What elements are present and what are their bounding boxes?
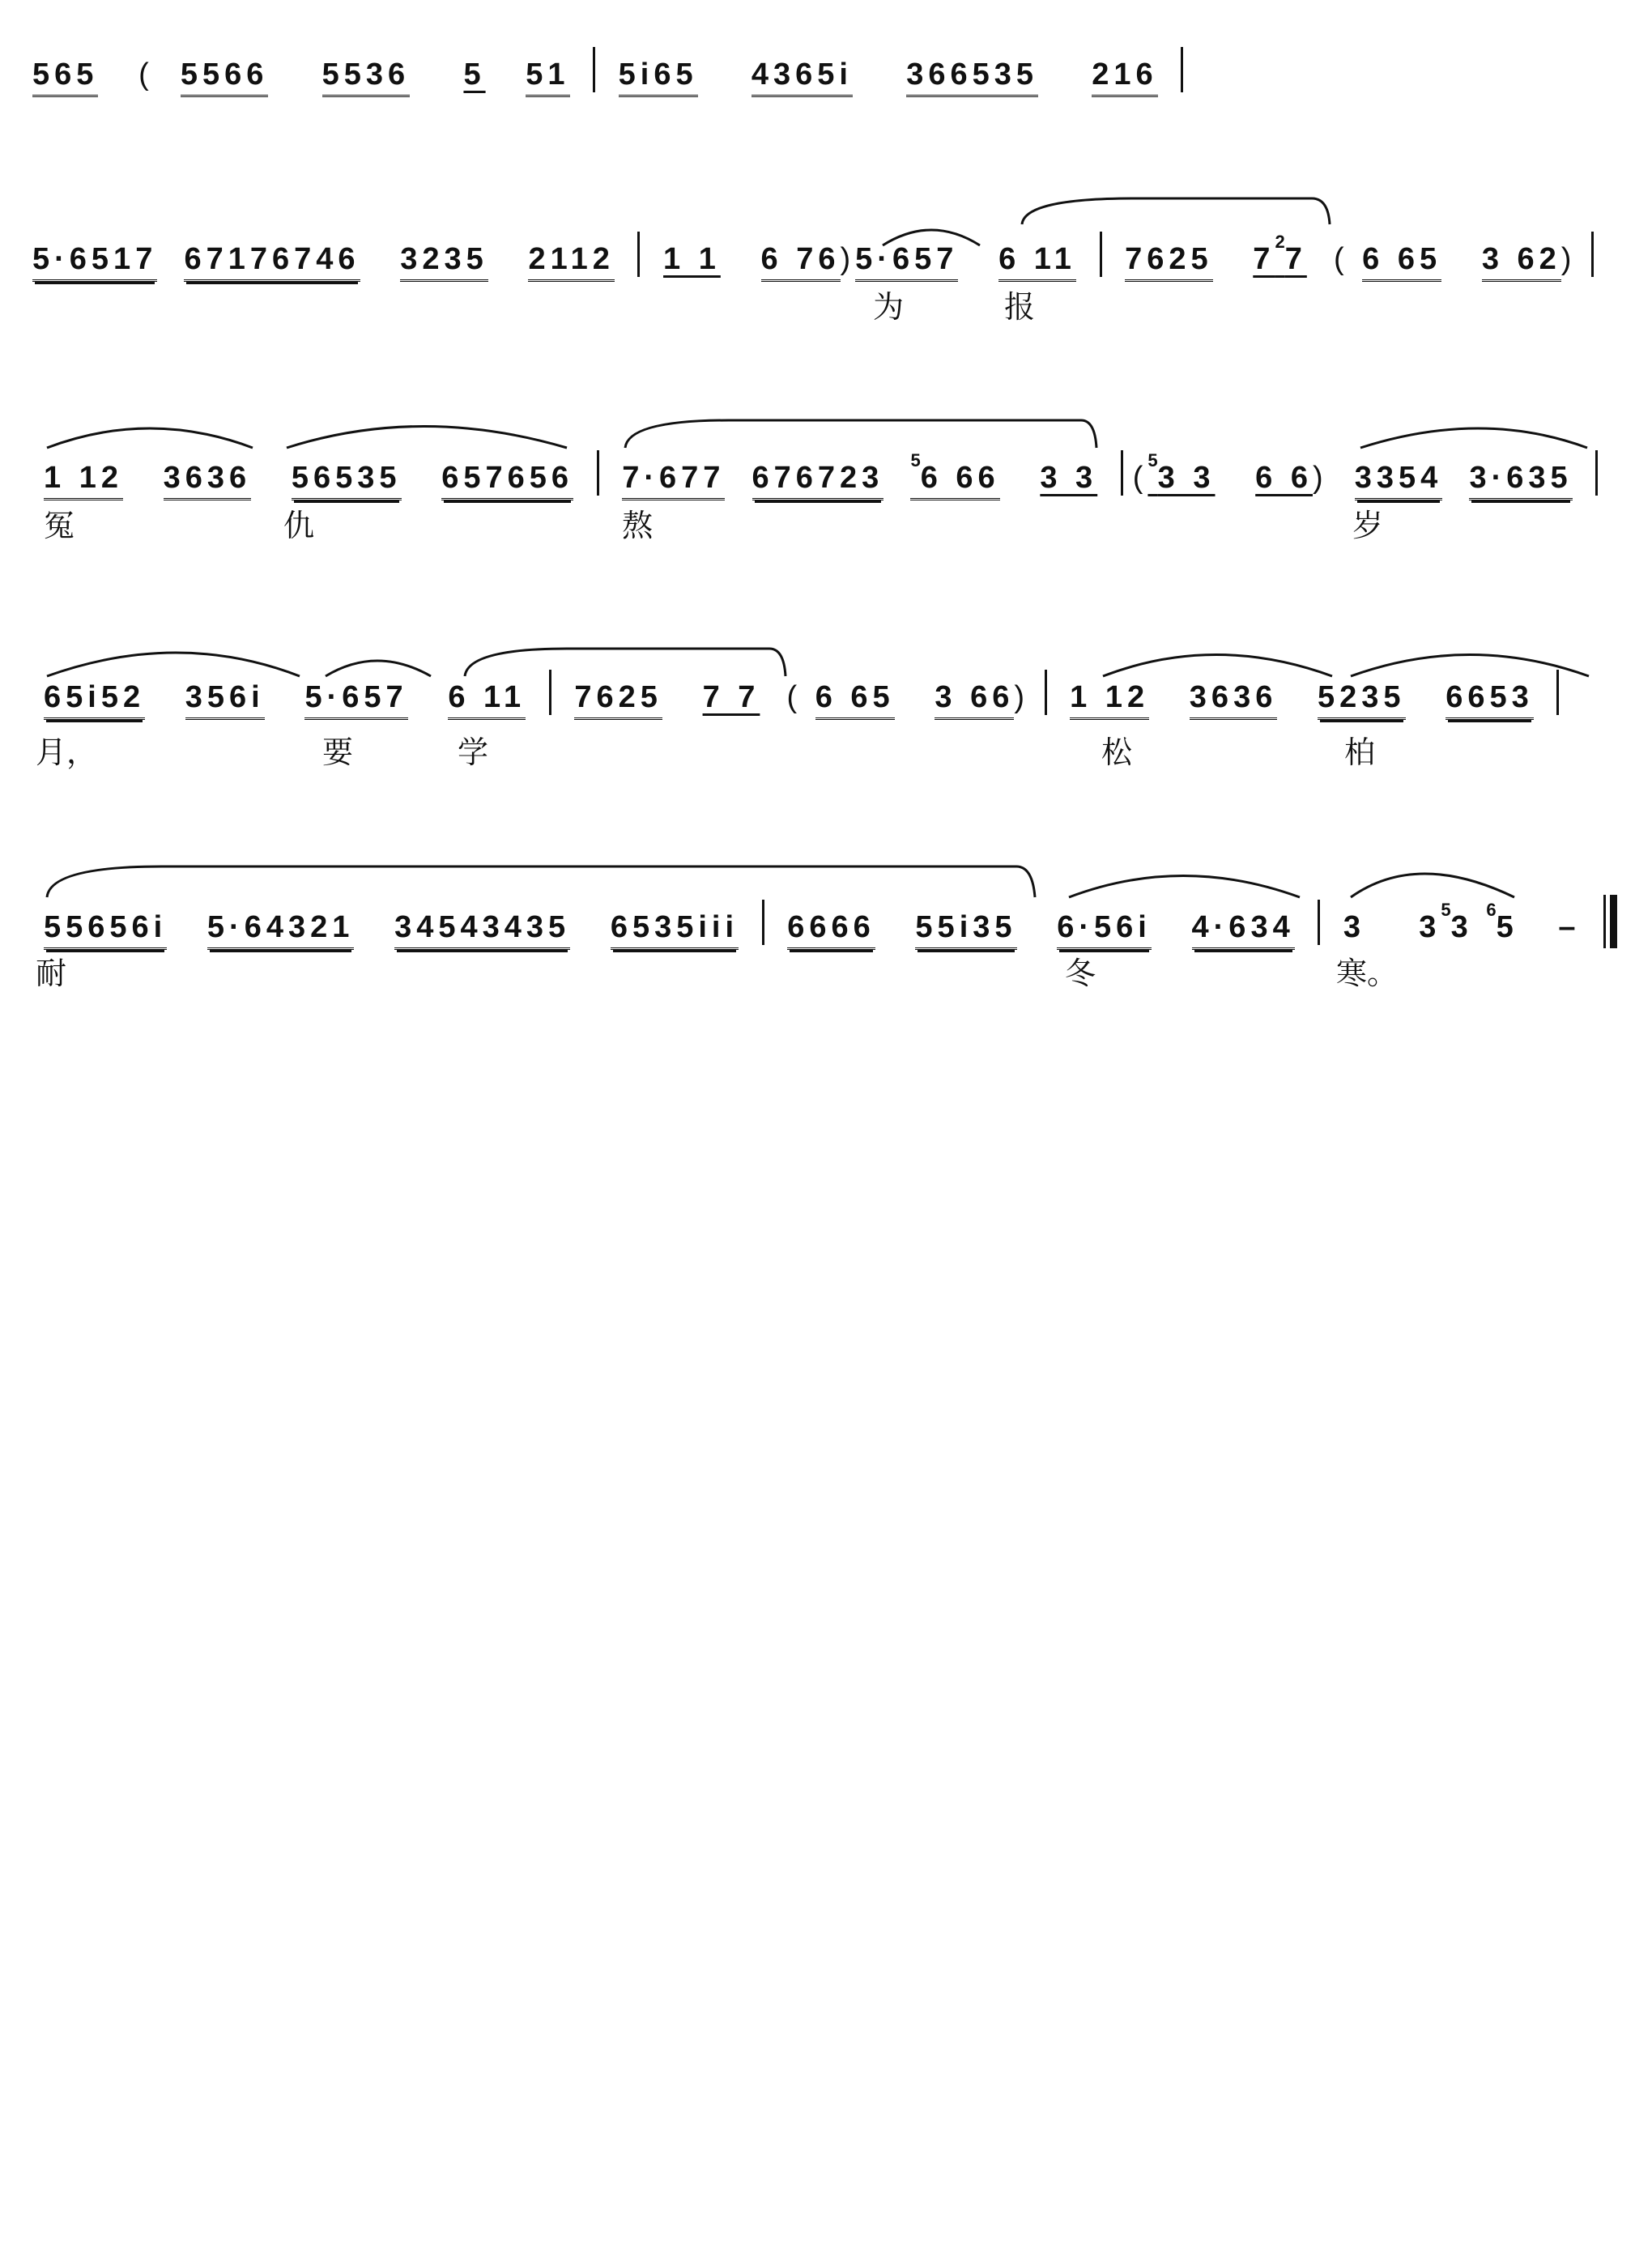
note-group: 7625 — [574, 680, 662, 720]
bar-line — [1556, 670, 1559, 715]
final-bar-line — [1603, 895, 1606, 948]
note-group: 3235 — [400, 242, 488, 282]
note-group: 6 11 — [998, 242, 1076, 282]
notation-line-1 — [32, 47, 1193, 94]
lyric: 为 — [873, 289, 905, 325]
note-group: 6653 — [1446, 680, 1534, 720]
note-group: 6 6 — [1255, 461, 1313, 495]
note-group: 3·635 — [1469, 461, 1572, 500]
note-group: 6666 — [787, 910, 875, 950]
lyric: 冬 — [1065, 956, 1096, 991]
bar-line — [549, 670, 551, 715]
note-group: 366535 — [906, 57, 1038, 97]
note-group: 2112 — [528, 242, 614, 282]
lyrics-line-5 — [0, 954, 1652, 1003]
lyric: 寒。 — [1336, 956, 1399, 991]
note-group: 676723 — [752, 461, 884, 500]
note-group: 7625 — [1125, 242, 1213, 282]
lyric: 松 — [1101, 734, 1133, 770]
note-group: 5i65 — [619, 57, 698, 97]
note-group: $3^53$ $^6$5 — [1419, 900, 1518, 944]
lyric: 熬 — [622, 508, 654, 543]
note-group: 6 76 — [761, 242, 841, 282]
note-group: 6·56i — [1057, 910, 1152, 950]
note-group: 3 3 — [1040, 461, 1098, 495]
note-group: 65i52 — [44, 680, 145, 720]
note-group: 5566 — [181, 57, 269, 97]
notation-line-2 — [32, 223, 1603, 279]
note-group: 4·634 — [1192, 910, 1295, 950]
lyrics-line-3 — [0, 506, 1652, 555]
notation-line-4 — [44, 670, 1569, 717]
final-bar-line-thick — [1610, 895, 1617, 948]
note-group: $^5$3 3 — [1147, 450, 1216, 495]
note-group: 6 65 — [1362, 242, 1441, 282]
lyrics-line-2 — [0, 287, 1652, 336]
note-group: 1 12 — [1070, 680, 1149, 720]
note-group: 3 66 — [935, 680, 1014, 720]
lyric: 月， — [36, 734, 98, 770]
note-group: 5·6517 — [32, 242, 157, 282]
note-group: 55656i — [44, 910, 167, 950]
note-group: 3354 — [1355, 461, 1443, 500]
bar-line — [1181, 47, 1183, 92]
lyric: 柏 — [1344, 734, 1376, 770]
lyrics-line-4 — [0, 733, 1652, 781]
notation-line-3 — [44, 441, 1607, 497]
paren-open: ( — [138, 57, 154, 92]
note-group: 1 1 — [663, 242, 721, 276]
bar-line — [1100, 232, 1102, 277]
bar-line — [762, 900, 764, 945]
notation-line-5 — [44, 891, 1617, 948]
bar-line — [1318, 900, 1320, 945]
paren-close: ) — [1014, 680, 1030, 714]
paren-close: ) — [840, 242, 856, 276]
lyric: 报 — [1004, 289, 1036, 325]
note-group: 356i — [185, 680, 265, 720]
bar-line — [637, 232, 640, 277]
note-group: 56535 — [292, 461, 402, 500]
bar-line — [1591, 232, 1594, 277]
lyric: 冤 — [44, 508, 75, 543]
note-group: 5536 — [322, 57, 411, 97]
note-group: 7 7 — [702, 680, 760, 714]
lyric: 岁 — [1352, 508, 1384, 543]
note-group: 5·657 — [304, 680, 407, 720]
lyric: 学 — [458, 734, 489, 770]
bar-line — [593, 47, 595, 92]
note-group: 5 — [463, 57, 486, 92]
paren-close: ) — [1560, 242, 1577, 276]
bar-line — [597, 450, 599, 496]
note-group: 4365i — [751, 57, 853, 97]
paren-open: ( — [1132, 461, 1148, 495]
note-group: 34543435 — [394, 910, 570, 950]
lyric: 耐 — [36, 956, 67, 991]
note-group: 3636 — [1190, 680, 1278, 720]
note-group: $^5$6 66 — [910, 461, 999, 500]
note-group: $7^27$ — [1253, 232, 1307, 276]
note-group: 5235 — [1318, 680, 1406, 720]
note-group: 51 — [526, 57, 569, 97]
note-group: 3 62 — [1482, 242, 1561, 282]
paren-open: ( — [1333, 242, 1349, 276]
note-group: 1 12 — [44, 461, 123, 500]
note-group: – — [1558, 910, 1581, 944]
note-group: 55i35 — [915, 910, 1016, 950]
bar-line — [1121, 450, 1123, 496]
note-group: 6 65 — [815, 680, 895, 720]
note-group: 657656 — [441, 461, 573, 500]
note-group: 5·657 — [855, 242, 958, 282]
note-group: 216 — [1092, 57, 1157, 97]
note-group: 565 — [32, 57, 98, 97]
note-group: 3636 — [164, 461, 252, 500]
note-group: 67176746 — [184, 242, 360, 282]
bar-line — [1045, 670, 1047, 715]
paren-open: ( — [786, 680, 803, 714]
note-group: 7·677 — [622, 461, 725, 500]
bar-line — [1595, 450, 1598, 496]
lyric: 仇 — [283, 508, 315, 543]
paren-close: ) — [1313, 461, 1328, 495]
note-group: 6 11 — [448, 680, 526, 720]
note-group: 3 — [1343, 910, 1365, 944]
note-group: 6535iii — [611, 910, 739, 950]
note-group: 5·64321 — [207, 910, 354, 950]
lyric: 要 — [322, 734, 354, 770]
